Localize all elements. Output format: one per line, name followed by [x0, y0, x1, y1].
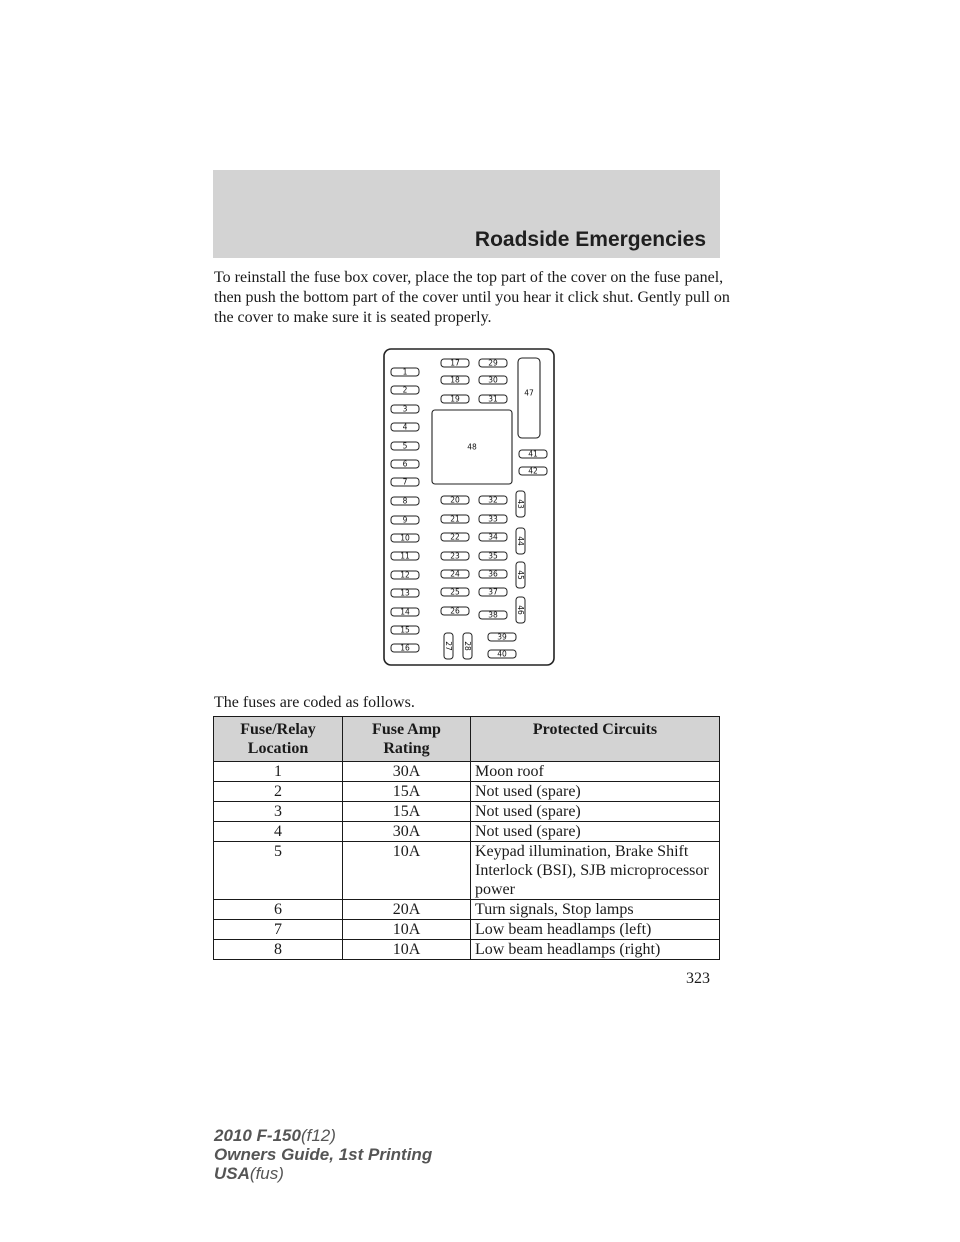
fuse-label: 19 — [450, 394, 460, 404]
fuse-circuit: Turn signals, Stop lamps — [471, 900, 720, 920]
fuse-table — [213, 716, 720, 960]
fuse-label: 6 — [402, 459, 408, 469]
fuse-label: 37 — [488, 587, 498, 597]
fuse-label: 22 — [450, 532, 460, 542]
table-row — [214, 842, 720, 900]
table-row — [214, 802, 720, 822]
fuse-label: 18 — [450, 375, 460, 385]
fuse-location: 1 — [214, 762, 343, 782]
header-amp-rating: Fuse Amp Rating — [343, 717, 471, 762]
footer-market-code: (fus) — [249, 1164, 284, 1183]
fuse-label: 40 — [497, 649, 507, 659]
fuse-label: 4 — [402, 422, 408, 432]
fuse-label: 12 — [400, 570, 410, 580]
fuse-label: 23 — [450, 551, 460, 561]
fuse-location: 2 — [214, 782, 343, 802]
table-row — [214, 940, 720, 960]
fuse-label: 46 — [516, 605, 525, 615]
fuse-label: 14 — [400, 607, 410, 617]
relay-block-47 — [518, 358, 540, 438]
fuse-label: 39 — [497, 632, 507, 642]
fuse-label: 29 — [488, 358, 498, 368]
fuse-label: 24 — [450, 569, 460, 579]
fuse-amp: 15A — [343, 802, 471, 822]
fuse-label: 32 — [488, 495, 498, 505]
fuse-label: 36 — [488, 569, 498, 579]
fuse-label: 42 — [528, 466, 538, 476]
fuse-label: 47 — [524, 388, 534, 398]
fuse-label: 1 — [402, 367, 408, 377]
fuse-label: 31 — [488, 394, 498, 404]
fuse-circuit: Not used (spare) — [471, 822, 720, 842]
fuse-label: 17 — [450, 358, 460, 368]
fuse-location: 5 — [214, 842, 343, 900]
fuse-circuit: Not used (spare) — [471, 782, 720, 802]
footer-model-code: (f12) — [300, 1126, 336, 1145]
coded-intro: The fuses are coded as follows. — [214, 694, 415, 711]
fuse-location: 4 — [214, 822, 343, 842]
fuse-label: 41 — [528, 449, 538, 459]
footer-line-2 — [214, 1145, 432, 1164]
fuse-circuit: Low beam headlamps (left) — [471, 920, 720, 940]
fuse-label: 35 — [488, 551, 498, 561]
fuse-label: 7 — [402, 477, 408, 487]
fuse-label: 38 — [488, 610, 498, 620]
intro-paragraph: To reinstall the fuse box cover, place the top part of the cover on the fuse panel, then push the bottom part of the cover until you hear it click shut. Gently pull on the cover to make sure it is seated properly. — [214, 269, 730, 326]
fuse-label: 8 — [402, 496, 408, 506]
table-row — [214, 782, 720, 802]
fuse-location: 3 — [214, 802, 343, 822]
fuse-label: 26 — [450, 606, 460, 616]
fuse-location: 6 — [214, 900, 343, 920]
fuse-label: 9 — [402, 515, 408, 525]
page-number: 323 — [686, 970, 710, 987]
fuse-label: 48 — [467, 442, 477, 452]
fuse-circuit: Low beam headlamps (right) — [471, 940, 720, 960]
footer-model: 2010 F-150 — [214, 1126, 301, 1145]
header-location: Fuse/Relay Location — [214, 717, 343, 762]
fuse-label: 21 — [450, 514, 460, 524]
fuse-location: 7 — [214, 920, 343, 940]
footer-line-1 — [214, 1126, 432, 1145]
fuse-label: 45 — [516, 570, 525, 580]
fuse-label: 10 — [400, 533, 410, 543]
table-row — [214, 900, 720, 920]
fuse-label: 2 — [402, 385, 408, 395]
fuse-label: 5 — [402, 441, 408, 451]
table-row — [214, 762, 720, 782]
footer-line-3 — [214, 1164, 432, 1183]
fuse-label: 11 — [400, 551, 410, 561]
fuse-label: 34 — [488, 532, 498, 542]
section-title: Roadside Emergencies — [474, 228, 706, 251]
fuse-label: 25 — [450, 587, 460, 597]
fuse-label: 20 — [450, 495, 460, 505]
fuse-amp: 10A — [343, 920, 471, 940]
fuse-panel-svg — [383, 348, 555, 666]
fuse-panel-diagram — [383, 348, 555, 666]
table-row — [214, 822, 720, 842]
table-row — [214, 920, 720, 940]
print-footer — [214, 1126, 432, 1183]
fuse-circuit: Moon roof — [471, 762, 720, 782]
fuse-label: 43 — [516, 499, 525, 509]
footer-guide: Owners Guide, 1st Printing — [214, 1145, 433, 1164]
fuse-label: 16 — [400, 643, 410, 653]
fuse-amp: 20A — [343, 900, 471, 920]
fuse-label: 15 — [400, 625, 410, 635]
fuse-label: 13 — [400, 588, 410, 598]
fuse-location: 8 — [214, 940, 343, 960]
fuse-label: 44 — [516, 536, 525, 546]
section-header-band — [213, 170, 720, 258]
fuse-amp: 30A — [343, 762, 471, 782]
fuse-amp: 30A — [343, 822, 471, 842]
fuse-amp: 10A — [343, 940, 471, 960]
fuse-amp: 10A — [343, 842, 471, 900]
footer-market: USA — [214, 1164, 250, 1183]
fuse-label: 28 — [463, 641, 472, 651]
fuse-table-header-row — [214, 717, 720, 762]
fuse-amp: 15A — [343, 782, 471, 802]
fuse-label: 33 — [488, 514, 498, 524]
fuse-label: 27 — [444, 641, 453, 651]
fuse-label: 3 — [402, 404, 408, 414]
fuse-circuit: Keypad illumination, Brake Shift Interlock (BSI), SJB microprocessor power — [471, 842, 720, 900]
fuse-label: 30 — [488, 375, 498, 385]
header-protected-circuits: Protected Circuits — [471, 717, 720, 762]
fuse-circuit: Not used (spare) — [471, 802, 720, 822]
